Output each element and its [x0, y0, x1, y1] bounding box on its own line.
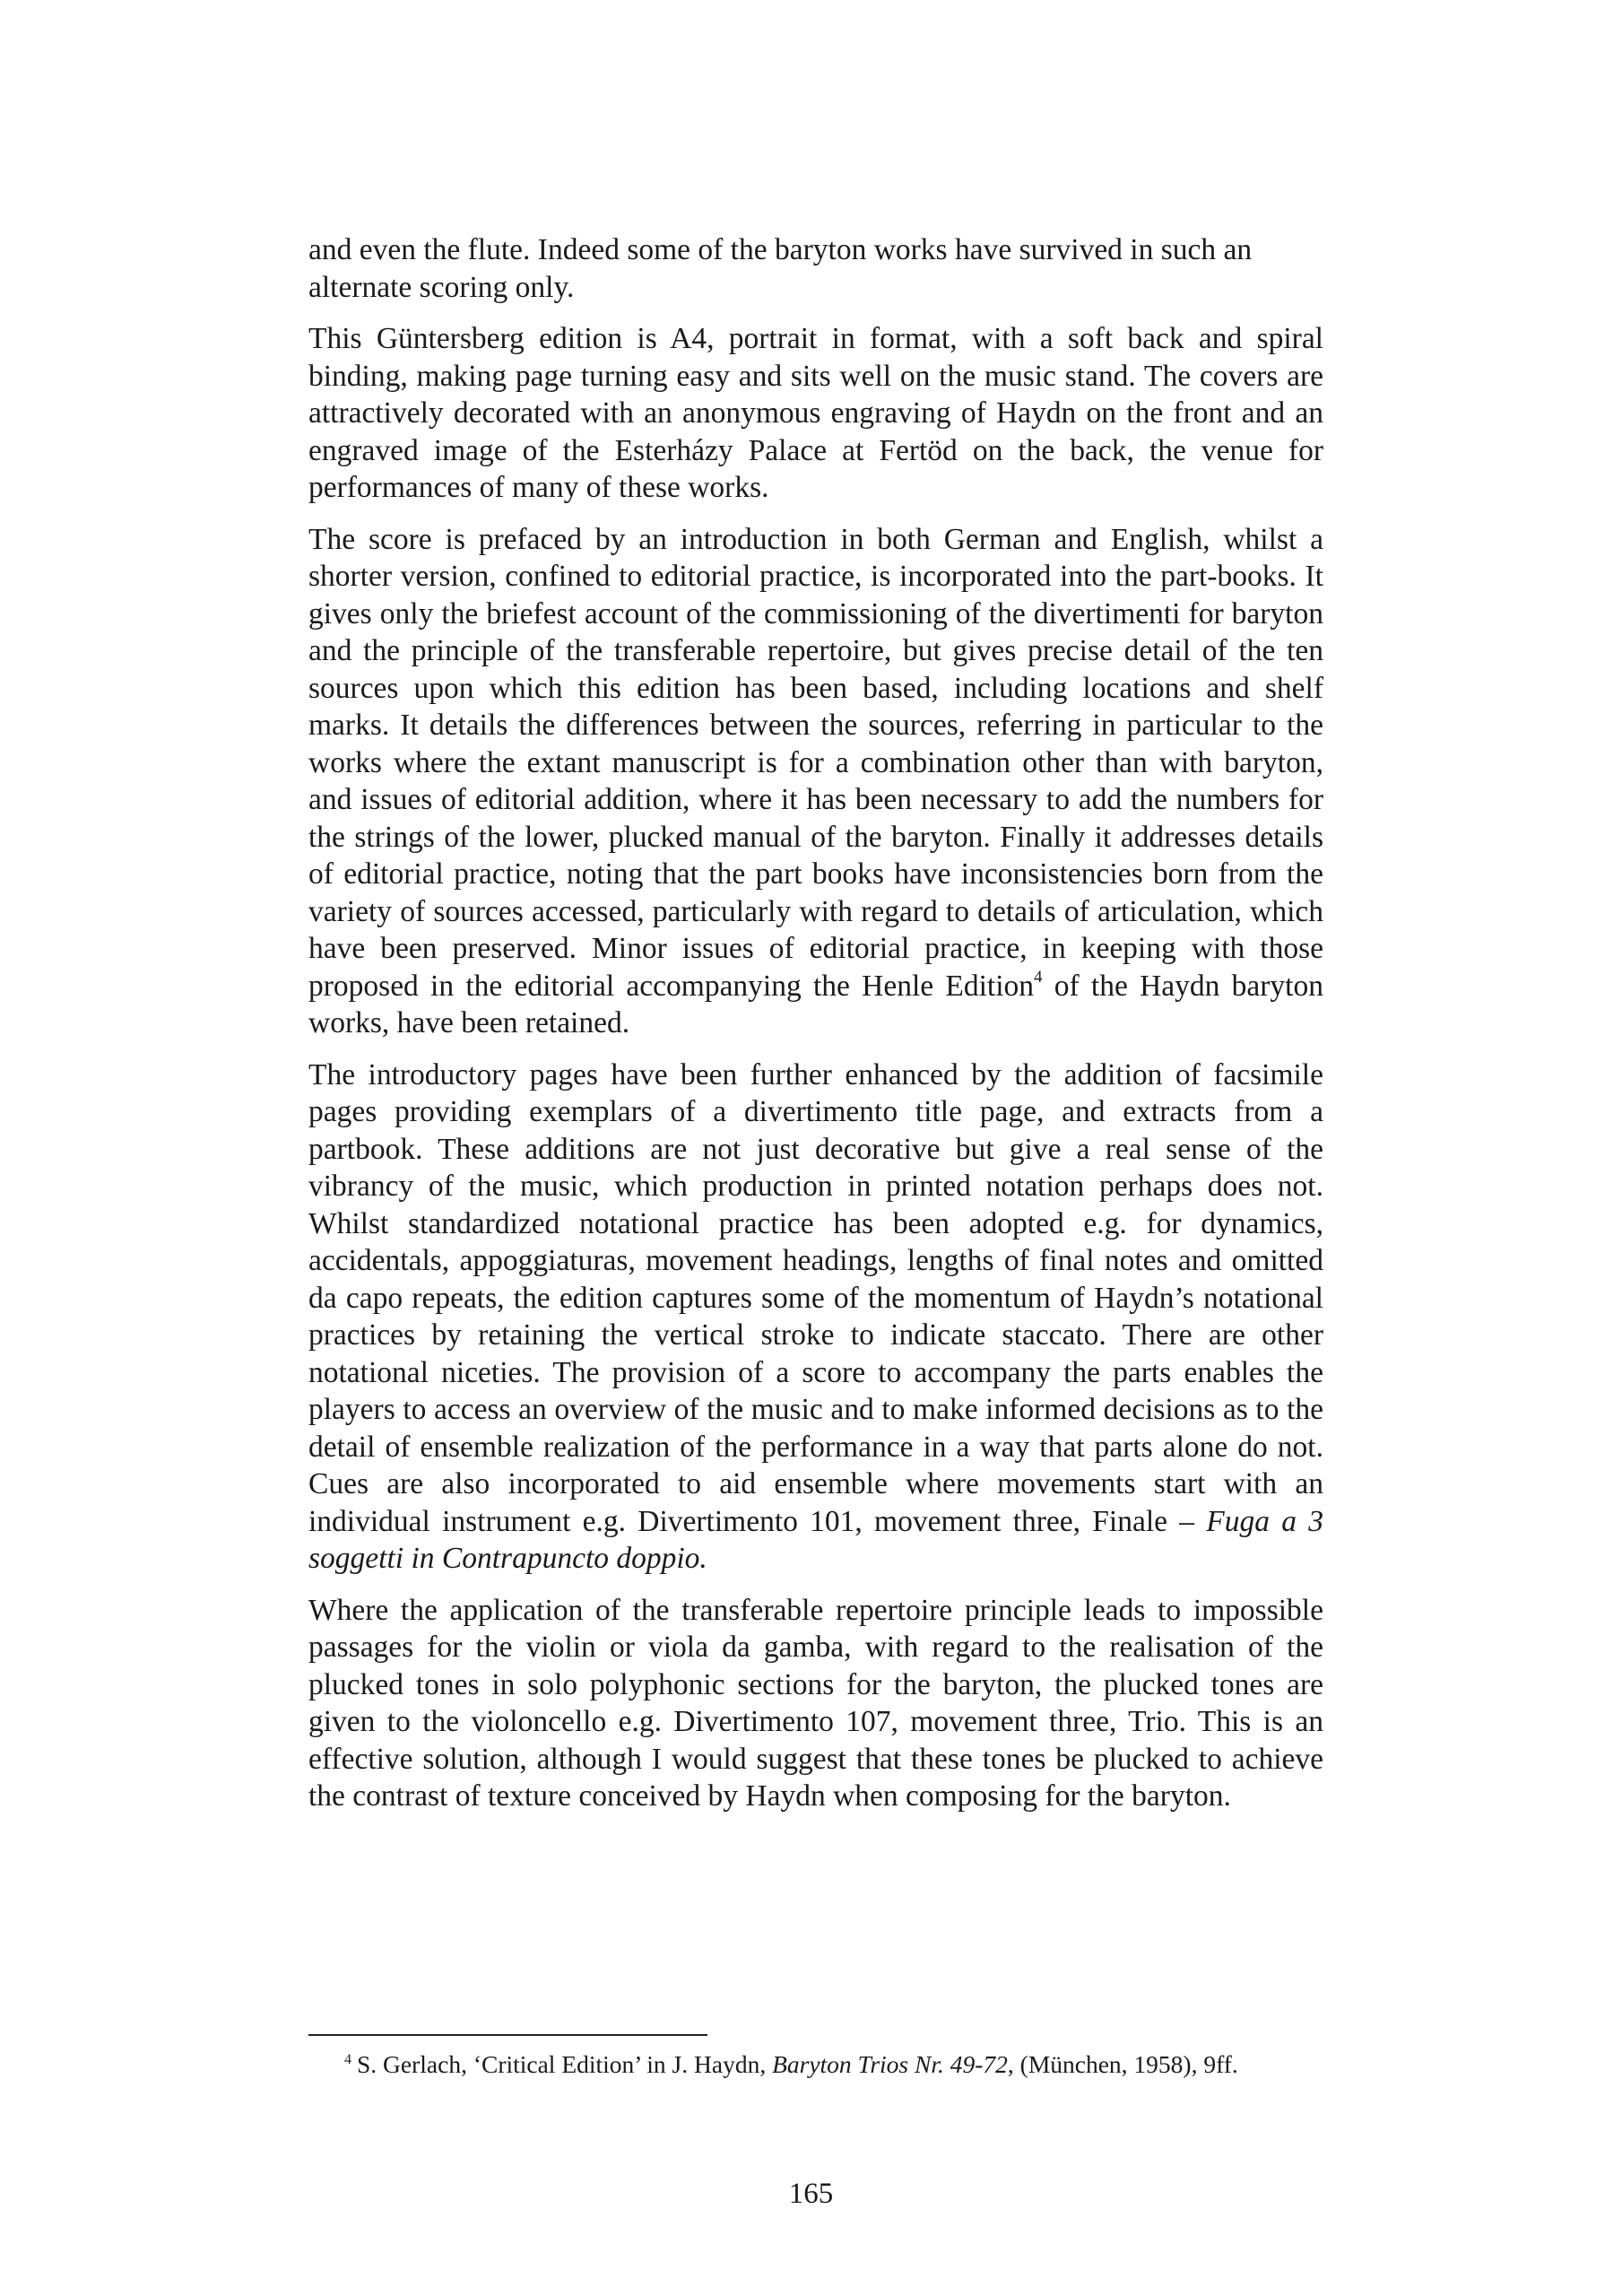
footnote-divider: [308, 2034, 707, 2036]
paragraph-1-text: and even the flute. Indeed some of the baryton works have survived in such an alternate scoring only.: [308, 233, 1253, 304]
paragraph-4-italic-title: Fuga a 3 soggetti in Contrapuncto doppio.: [308, 1504, 1323, 1575]
body-text: [308, 231, 1323, 1830]
paragraph-4: [308, 1057, 1323, 1578]
paragraph-2-text: This Güntersberg edition is A4, portrait in format, with a soft back and spiral binding, making page turning easy and sits well on the music stand. The covers are attractively decorated with an anonymous engraving of Haydn on the front and an engraved image of the Esterházy Palace at Fertöd on the back, the venue for performances of many of these works.: [308, 322, 1323, 504]
footnote-text-b: , (München, 1958), 9ff.: [1007, 2050, 1238, 2079]
paragraph-3: [308, 521, 1323, 1042]
paragraph-4-text: The introductory pages have been further enhanced by the addition of facsimile pages providing exemplars of a divertimento title page, and extracts from a partbook. These additions are not just decorative but give a real sense of the vibrancy of the music, which production in printed notation perhaps does not. Whilst standardized notational practice has been adopted e.g. for dynamics, accidentals, appoggiaturas, movement headings, lengths of final notes and omitted da capo repeats, the edition captures some of the momentum of Haydn’s notational practices by retaining the vertical stroke to indicate staccato. There are other notational niceties. The provision of a score to accompany the parts enables the players to access an overview of the music and to make informed decisions as to the detail of ensemble realization of the performance in a way that parts alone do not. Cues are also incorporated to aid ensemble where movements start with an individual instrument e.g. Divertimento 101, movement three, Finale –: [308, 1057, 1323, 1538]
paragraph-2: [308, 320, 1323, 507]
paragraph-5-text: Where the application of the transferable repertoire principle leads to impossible passages for the violin or viola da gamba, with regard to the realisation of the plucked tones in solo polyphonic sections for the baryton, the plucked tones are given to the violoncello e.g. Divertimento 107, movement three, Trio. This is an effective solution, although I would suggest that these tones be plucked to achieve the contrast of texture conceived by Haydn when composing for the baryton.: [308, 1593, 1323, 1813]
footnote-reference: 4: [1034, 968, 1043, 987]
paragraph-3-text-b: of the Haydn baryton works, have been retained.: [308, 969, 1323, 1039]
paragraph-3-text-a: The score is prefaced by an introduction in both German and English, whilst a shorter version, confined to editorial practice, is incorporated into the part-books. It gives only the briefest account of the commissioning of the divertimenti for baryton and the principle of the transferable repertoire, but gives precise detail of the ten sources upon which this edition has been based, including locations and shelf marks. It details the differences between the sources, referring in particular to the works where the extant manuscript is for a combination other than with baryton, and issues of editorial addition, where it has been necessary to add the numbers for the strings of the lower, plucked manual of the baryton. Finally it addresses details of editorial practice, noting that the part books have inconsistencies born from the variety of sources accessed, particularly with regard to details of articulation, which have been preserved. Minor issues of editorial practice, in keeping with those proposed in the editorial accompanying the Henle Edition: [308, 522, 1323, 1003]
page-number: 165: [788, 2178, 834, 2210]
footnote-text-a: S. Gerlach, ‘Critical Edition’ in J. Haydn,: [357, 2050, 773, 2079]
paragraph-5: [308, 1592, 1323, 1815]
footnote-number: 4: [344, 2052, 351, 2067]
paragraph-1: [308, 231, 1323, 306]
footnote: [308, 2045, 1323, 2080]
footnote-italic-title: Baryton Trios Nr. 49-72: [772, 2050, 1008, 2079]
